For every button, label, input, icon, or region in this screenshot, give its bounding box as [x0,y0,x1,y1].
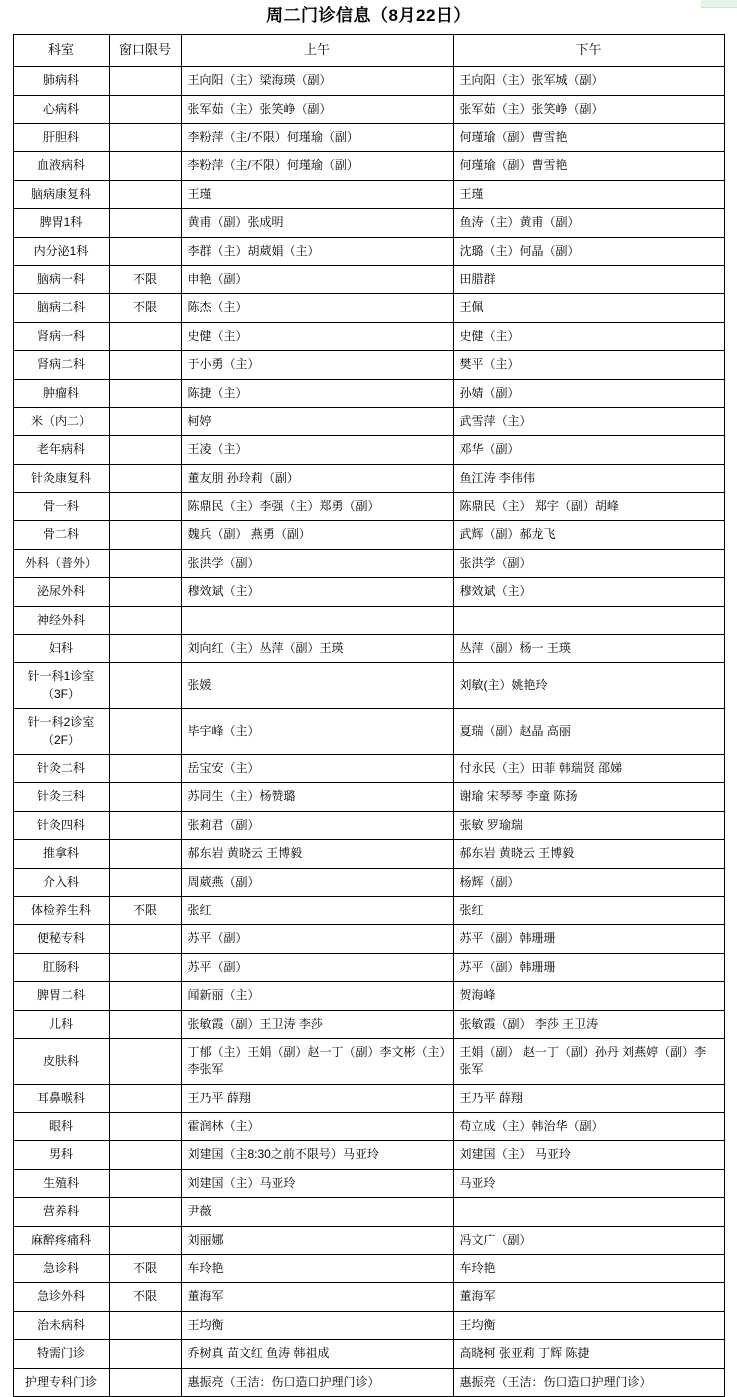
cell-window-limit: 不限 [109,896,181,924]
cell-department: 推拿科 [13,840,109,868]
cell-afternoon-doctors: 张军茹（主）张笑峥（副） [453,95,724,123]
cell-window-limit [109,1169,181,1197]
cell-morning-doctors: 张敏霞（副）王卫涛 李莎 [181,1010,453,1038]
table-row [13,982,724,1010]
cell-window-limit [109,1010,181,1038]
cell-window-limit [109,1141,181,1169]
cell-afternoon-doctors: 苏平（副）韩珊珊 [453,925,724,953]
cell-department: 脾胃1科 [13,209,109,237]
cell-morning-doctors: 黄甫（副）张成明 [181,209,453,237]
table-row [13,1368,724,1396]
cell-window-limit [109,783,181,811]
cell-afternoon-doctors: 刘敏(主）姚艳玲 [453,663,724,709]
cell-afternoon-doctors: 杨辉（副） [453,868,724,896]
cell-morning-doctors: 苏平（副） [181,925,453,953]
table-row [13,1113,724,1141]
cell-department: 针灸二科 [13,755,109,783]
cell-department: 儿科 [13,1010,109,1038]
table-row [13,436,724,464]
cell-window-limit [109,1084,181,1112]
cell-afternoon-doctors: 鱼江涛 李伟伟 [453,464,724,492]
cell-afternoon-doctors: 马亚玲 [453,1169,724,1197]
cell-afternoon-doctors: 张敏霞（副） 李莎 王卫涛 [453,1010,724,1038]
cell-window-limit [109,606,181,634]
cell-afternoon-doctors: 陈鼎民（主） 郑宇（副）胡峰 [453,493,724,521]
cell-morning-doctors: 张红 [181,896,453,924]
cell-department: 神经外科 [13,606,109,634]
cell-department: 血液病科 [13,152,109,180]
cell-morning-doctors: 陈捷（主） [181,379,453,407]
cell-department: 针灸四科 [13,811,109,839]
table-row [13,95,724,123]
table-row [13,953,724,981]
cell-morning-doctors: 董友朋 孙玲莉（副） [181,464,453,492]
table-row [13,265,724,293]
cell-morning-doctors: 申艳（副） [181,265,453,293]
cell-morning-doctors: 苏平（副） [181,953,453,981]
cell-afternoon-doctors: 何瑾瑜（副）曹雪艳 [453,152,724,180]
cell-window-limit [109,1113,181,1141]
cell-window-limit [109,436,181,464]
cell-window-limit [109,925,181,953]
cell-morning-doctors: 郝东岩 黄晓云 王博毅 [181,840,453,868]
table-row [13,1141,724,1169]
table-row [13,1010,724,1038]
table-row [13,407,724,435]
cell-window-limit [109,152,181,180]
cell-window-limit [109,379,181,407]
table-row [13,1226,724,1254]
cell-morning-doctors: 苏同生（主）杨赞璐 [181,783,453,811]
cell-department: 妇科 [13,635,109,663]
cell-morning-doctors: 周葳燕（副） [181,868,453,896]
cell-afternoon-doctors: 贺海峰 [453,982,724,1010]
table-body [13,67,724,1397]
cell-department: 急诊外科 [13,1283,109,1311]
table-row [13,322,724,350]
cell-morning-doctors [181,606,453,634]
table-row [13,521,724,549]
table-header-row [13,35,724,67]
table-row [13,152,724,180]
cell-department: 眼科 [13,1113,109,1141]
table-row [13,663,724,709]
cell-afternoon-doctors: 樊平（主） [453,351,724,379]
cell-afternoon-doctors: 丛萍（副）杨一 王瑛 [453,635,724,663]
corner-mark [701,0,737,8]
cell-afternoon-doctors: 张敏 罗瑜瑞 [453,811,724,839]
cell-department: 生殖科 [13,1169,109,1197]
cell-morning-doctors: 王均衡 [181,1311,453,1339]
cell-morning-doctors: 尹薇 [181,1198,453,1226]
cell-morning-doctors: 乔树真 苗文红 鱼涛 韩祖成 [181,1340,453,1368]
cell-morning-doctors: 魏兵（副） 燕勇（副） [181,521,453,549]
outpatient-schedule-table [13,34,725,1397]
cell-window-limit [109,1038,181,1084]
cell-morning-doctors: 刘建国（主8:30之前不限号）马亚玲 [181,1141,453,1169]
cell-morning-doctors: 车玲艳 [181,1255,453,1283]
column-header-morning: 上午 [181,35,453,67]
cell-window-limit [109,464,181,492]
cell-department: 脾胃二科 [13,982,109,1010]
cell-window-limit [109,755,181,783]
cell-morning-doctors: 张媛 [181,663,453,709]
cell-window-limit [109,709,181,755]
table-row [13,868,724,896]
cell-window-limit [109,811,181,839]
cell-window-limit: 不限 [109,1283,181,1311]
cell-morning-doctors: 毕宇峰（主） [181,709,453,755]
cell-department: 脑病二科 [13,294,109,322]
table-row [13,709,724,755]
cell-morning-doctors: 刘向红（主）丛萍（副）王瑛 [181,635,453,663]
cell-morning-doctors: 王瑾 [181,180,453,208]
cell-morning-doctors: 霍润林（主） [181,1113,453,1141]
table-row [13,237,724,265]
table-row [13,294,724,322]
table-row [13,783,724,811]
cell-afternoon-doctors: 夏瑞（副）赵晶 高丽 [453,709,724,755]
cell-morning-doctors: 李粉萍（主/不限）何瑾瑜（副） [181,124,453,152]
cell-afternoon-doctors: 武辉（副）郝龙飞 [453,521,724,549]
cell-window-limit [109,1198,181,1226]
cell-department: 男科 [13,1141,109,1169]
cell-morning-doctors: 丁郁（主）王娟（副）赵一丁（副）李文彬（主）李张军 [181,1038,453,1084]
cell-department: 外科（普外） [13,549,109,577]
cell-window-limit [109,1340,181,1368]
page-title: 周二门诊信息（8月22日） [266,6,471,25]
cell-window-limit: 不限 [109,294,181,322]
cell-afternoon-doctors: 董海军 [453,1283,724,1311]
cell-morning-doctors: 董海军 [181,1283,453,1311]
cell-window-limit [109,982,181,1010]
cell-afternoon-doctors: 穆效斌（主） [453,578,724,606]
cell-afternoon-doctors: 高晓柯 张亚莉 丁辉 陈捷 [453,1340,724,1368]
table-row [13,1283,724,1311]
column-header-department: 科室 [13,35,109,67]
table-row [13,67,724,95]
cell-morning-doctors: 闻新丽（主） [181,982,453,1010]
cell-department: 治未病科 [13,1311,109,1339]
table-row [13,1255,724,1283]
cell-window-limit [109,124,181,152]
cell-window-limit [109,953,181,981]
table-row [13,124,724,152]
cell-window-limit [109,578,181,606]
cell-morning-doctors: 李粉萍（主/不限）何瑾瑜（副） [181,152,453,180]
cell-afternoon-doctors: 王均衡 [453,1311,724,1339]
cell-afternoon-doctors: 王娟（副） 赵一丁（副）孙丹 刘燕婷（副）李张军 [453,1038,724,1084]
cell-department: 护理专科门诊 [13,1368,109,1396]
cell-window-limit [109,868,181,896]
cell-morning-doctors: 张军茹（主）张笑峥（副） [181,95,453,123]
cell-morning-doctors: 李群（主）胡葳娟（主） [181,237,453,265]
table-row [13,606,724,634]
cell-department: 特需门诊 [13,1340,109,1368]
cell-window-limit [109,635,181,663]
cell-department: 肛肠科 [13,953,109,981]
cell-afternoon-doctors: 车玲艳 [453,1255,724,1283]
table-row [13,811,724,839]
cell-department: 肾病二科 [13,351,109,379]
cell-afternoon-doctors: 孙婧（副） [453,379,724,407]
cell-afternoon-doctors: 沈璐（主）何晶（副） [453,237,724,265]
table-row [13,180,724,208]
cell-department: 内分泌1科 [13,237,109,265]
cell-afternoon-doctors: 惠振亮（王洁：伤口造口护理门诊） [453,1368,724,1396]
cell-afternoon-doctors: 何瑾瑜（副）曹雪艳 [453,124,724,152]
cell-morning-doctors: 王乃平 薛翔 [181,1084,453,1112]
cell-window-limit [109,322,181,350]
cell-window-limit [109,180,181,208]
cell-window-limit [109,493,181,521]
cell-afternoon-doctors: 史健（主） [453,322,724,350]
cell-window-limit [109,840,181,868]
table-row [13,1311,724,1339]
cell-window-limit [109,95,181,123]
cell-afternoon-doctors: 武雪萍（主） [453,407,724,435]
cell-morning-doctors: 穆效斌（主） [181,578,453,606]
cell-morning-doctors: 于小勇（主） [181,351,453,379]
cell-afternoon-doctors: 王向阳（主）张军城（副） [453,67,724,95]
cell-department: 急诊科 [13,1255,109,1283]
cell-afternoon-doctors: 张红 [453,896,724,924]
table-row [13,840,724,868]
cell-department: 脑病康复科 [13,180,109,208]
cell-window-limit [109,407,181,435]
cell-afternoon-doctors: 付永民（主）田菲 韩瑞贤 邵娣 [453,755,724,783]
cell-afternoon-doctors: 刘建国（主） 马亚玲 [453,1141,724,1169]
table-row [13,1198,724,1226]
cell-window-limit [109,1368,181,1396]
cell-afternoon-doctors: 张洪学（副） [453,549,724,577]
cell-afternoon-doctors: 王乃平 薛翔 [453,1084,724,1112]
cell-window-limit [109,663,181,709]
cell-morning-doctors: 柯婷 [181,407,453,435]
cell-window-limit [109,549,181,577]
column-header-window-limit: 窗口限号 [109,35,181,67]
cell-department: 耳鼻喉科 [13,1084,109,1112]
cell-window-limit [109,209,181,237]
cell-morning-doctors: 张洪学（副） [181,549,453,577]
cell-department: 体检养生科 [13,896,109,924]
cell-afternoon-doctors: 王佩 [453,294,724,322]
cell-afternoon-doctors: 王瑾 [453,180,724,208]
table-row [13,1169,724,1197]
table-row [13,925,724,953]
cell-window-limit [109,1226,181,1254]
table-row [13,896,724,924]
cell-department: 介入科 [13,868,109,896]
cell-morning-doctors: 陈鼎民（主）李强（主）郑勇（副） [181,493,453,521]
cell-department: 肝胆科 [13,124,109,152]
cell-morning-doctors: 王向阳（主）梁海瑛（副） [181,67,453,95]
table-row [13,549,724,577]
cell-window-limit: 不限 [109,265,181,293]
cell-afternoon-doctors: 谢瑜 宋琴琴 李童 陈扬 [453,783,724,811]
table-row [13,1084,724,1112]
cell-window-limit: 不限 [109,1255,181,1283]
cell-morning-doctors: 史健（主） [181,322,453,350]
cell-afternoon-doctors: 冯文广（副） [453,1226,724,1254]
cell-department: 肾病一科 [13,322,109,350]
cell-department: 皮肤科 [13,1038,109,1084]
cell-window-limit [109,351,181,379]
cell-department: 脑病一科 [13,265,109,293]
cell-morning-doctors: 刘丽娜 [181,1226,453,1254]
table-row [13,493,724,521]
cell-morning-doctors: 张莉君（副） [181,811,453,839]
cell-department: 肿瘤科 [13,379,109,407]
table-row [13,635,724,663]
cell-department: 米（内二） [13,407,109,435]
cell-department: 针一科1诊室（3F） [13,663,109,709]
cell-department: 针灸三科 [13,783,109,811]
cell-window-limit [109,237,181,265]
cell-department: 骨一科 [13,493,109,521]
cell-window-limit [109,521,181,549]
table-row [13,464,724,492]
column-header-afternoon: 下午 [453,35,724,67]
cell-morning-doctors: 岳宝安（主） [181,755,453,783]
table-row [13,578,724,606]
table-row [13,1340,724,1368]
cell-department: 针灸康复科 [13,464,109,492]
table-row [13,351,724,379]
cell-afternoon-doctors: 苏平（副）韩珊珊 [453,953,724,981]
cell-morning-doctors: 陈杰（主） [181,294,453,322]
cell-department: 麻醉疼痛科 [13,1226,109,1254]
table-row [13,755,724,783]
cell-morning-doctors: 惠振亮（王洁：伤口造口护理门诊） [181,1368,453,1396]
cell-department: 便秘专科 [13,925,109,953]
cell-department: 针一科2诊室（2F） [13,709,109,755]
cell-window-limit [109,67,181,95]
cell-afternoon-doctors [453,606,724,634]
cell-department: 肺病科 [13,67,109,95]
cell-window-limit [109,1311,181,1339]
cell-afternoon-doctors: 邓华（副） [453,436,724,464]
cell-afternoon-doctors [453,1198,724,1226]
cell-department: 营养科 [13,1198,109,1226]
cell-morning-doctors: 刘建国（主）马亚玲 [181,1169,453,1197]
cell-afternoon-doctors: 苟立成（主）韩治华（副） [453,1113,724,1141]
cell-afternoon-doctors: 鱼涛（主）黄甫（副） [453,209,724,237]
cell-department: 心病科 [13,95,109,123]
cell-morning-doctors: 王凌（主） [181,436,453,464]
table-row [13,209,724,237]
table-row [13,1038,724,1084]
cell-department: 老年病科 [13,436,109,464]
cell-department: 泌尿外科 [13,578,109,606]
table-row [13,379,724,407]
cell-afternoon-doctors: 田腊群 [453,265,724,293]
cell-afternoon-doctors: 郝东岩 黄晓云 王博毅 [453,840,724,868]
cell-department: 骨二科 [13,521,109,549]
